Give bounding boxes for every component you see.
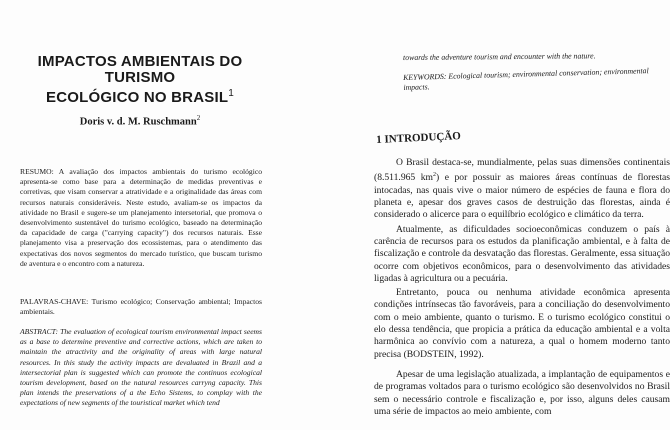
abstract-paragraph: ABSTRACT: The evaluation of ecological tourism environmental impact seems as a base to determine preventive and corrective actions, which are taken to maintain the atractivity and the originality of areas with large natural resources. In this study the activity impacts are devaluated in Brazil and a intersectorial plan is suggested which can promote the continuos ecological tourism development, based on the natural resources carryng capacity. This plan intends the preservations of a the Echo Sistems, to complay with the expectations of new segments of the touristical market which tend <box>20 327 262 408</box>
article-title <box>10 54 270 106</box>
intro-paragraph-1: O Brasil destaca-se, mundialmente, pelas suas dimensões continentais (8.511.965 $km^2$) e por possuir as maiores áreas contínuas de florestas intocadas, nas quais vive o maior número de espécies de fauna e flora do planeta e, apesar dos graves casos de destruição das florestas, ainda é considerado o alicerce para o equilíbrio ecológico e climático da terra. <box>374 157 670 221</box>
intro-paragraph-3: Entretanto, pouca ou nenhuma atividade econômica apresenta condições intrínsecas tão favoráveis, para a conciliação do desenvolvimento com o meio ambiente, quanto o turismo. E o turismo ecológico constitui o elo dessa tendência, que propicia a prática da educação ambiental e a volta harmônica ao convívio com a natureza, a qual o homem moderno tanto precisa (BODSTEIN, 1992). <box>374 287 670 360</box>
title-line-2: ECOLÓGICO NO BRASIL <box>46 89 229 106</box>
resumo-paragraph: RESUMO: A avaliação dos impactos ambientais do turismo ecológico apresenta-se como base para a determinação de medidas preventivas e corretivas, que visam conservar a atratividade e a originalidade das áreas com recursos naturais consideráveis. Neste estudo, avaliam-se os impactos da atividade no Brasil e sugere-se um planejamento intersetorial, que promova o desenvolvimento sustentável do turismo ecológico, baseado na determinação da capacidade de carga ("carrying capacity") dos recursos naturais. Esse planejamento visa a preservação dos ecossistemas, para o atendimento das expectativas dos novos segmentos do mercado turístico, que buscam turismo de aventura e o encontro com a natureza. <box>20 167 262 268</box>
abstract-end-line: towards the adventure tourism and encounter with the nature. <box>403 51 596 62</box>
intro-paragraph-2: Atualmente, as dificuldades socioeconômicas conduzem o país à carência de recursos para os estudos da planificação ambiental, e à falta de fiscalização e controle da desvatação das florestas. Geralmente, essa situação ocorre com objetivos econômicos, para o desenvolvimento das atividades ligadas à agricultura ou a pecuária. <box>374 223 670 284</box>
author-name <box>60 114 220 128</box>
author-footnote-mark: 2 <box>196 114 201 122</box>
introduction-body <box>374 157 670 430</box>
section-heading-introducao: 1 INTRODUÇÃO <box>376 130 462 146</box>
title-line-1: IMPACTOS AMBIENTAIS DO TURISMO <box>37 53 243 86</box>
palavras-chave-paragraph: PALAVRAS-CHAVE: Turismo ecológico; Conservação ambiental; Impactos ambientais. <box>20 297 262 317</box>
keywords-paragraph: KEYWORDS: Ecological tourism; environmental conservation; environmental impacts. <box>403 66 649 92</box>
author-text: Doris v. d. M. Ruschmann <box>79 116 197 128</box>
title-footnote-mark: 1 <box>228 88 234 99</box>
intro-paragraph-4: Apesar de uma legislação atualizada, a implantação de equipamentos e de programas voltados para o turismo ecológico são desenvolvidos no Brasil sem o necessário controle e fiscalização e, por isso, alguns deles causam uma série de impactos ao meio ambiente, com <box>374 368 670 417</box>
